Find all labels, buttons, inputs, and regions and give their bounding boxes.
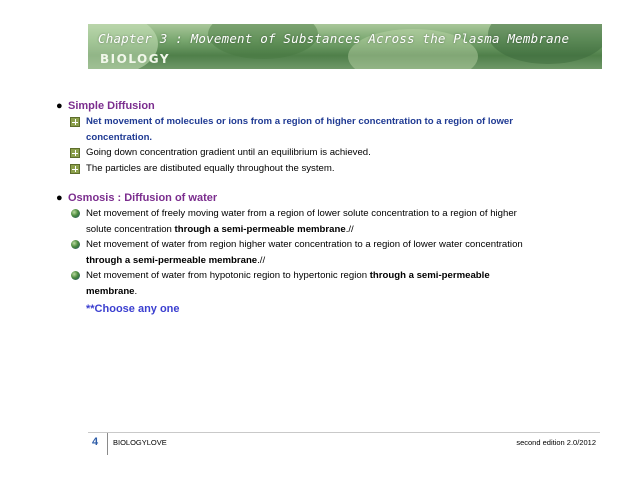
- list-item: The particles are distibuted equally throughout the system.: [68, 161, 588, 177]
- green-square-icon: [70, 117, 80, 127]
- list-item-continued: through a semi-permeable membrane.//: [86, 254, 266, 266]
- footer-edition: second edition 2.0/2012: [516, 438, 596, 447]
- banner-subject: BIOLOGY: [100, 52, 171, 66]
- definition-line-continued: concentration.: [86, 131, 153, 143]
- globe-icon: [71, 209, 80, 218]
- page-content: [56, 98, 588, 317]
- chapter-title: Chapter 3 : Movement of Substances Across the Plasma Membrane: [98, 31, 570, 46]
- globe-icon: [71, 240, 80, 249]
- filled-circle-bullet-icon: ●: [56, 100, 63, 112]
- footer-divider: [107, 433, 108, 455]
- globe-icon: [71, 271, 80, 280]
- chapter-banner: [88, 24, 602, 69]
- list-item-continued: solute concentration through a semi-permeable membrane.//: [86, 223, 354, 235]
- footer-brand: BIOLOGYLOVE: [113, 438, 167, 447]
- list-item: Net movement of water from hypotonic region to hypertonic region through a semi-permeable: [68, 268, 588, 284]
- list-item: Going down concentration gradient until an equilibrium is achieved.: [68, 145, 588, 161]
- list-item-continued: membrane.: [86, 285, 138, 297]
- page-footer: [88, 432, 600, 455]
- section-heading-simple-diffusion: ● Simple Diffusion: [56, 100, 155, 112]
- list-item: Net movement of freely moving water from a region of lower solute concentration to a region of higher: [68, 206, 588, 222]
- section-heading-osmosis: ● Osmosis : Diffusion of water: [56, 192, 218, 204]
- choose-note: **Choose any one: [86, 303, 180, 315]
- page-number: 4: [92, 436, 99, 448]
- list-item: Net movement of water from region higher water concentration to a region of lower water concentration: [68, 237, 588, 253]
- filled-circle-bullet-icon: ●: [56, 192, 63, 204]
- definition-line: Net movement of molecules or ions from a region of higher concentration to a region of lower: [68, 114, 588, 130]
- green-square-icon: [70, 164, 80, 174]
- green-square-icon: [70, 148, 80, 158]
